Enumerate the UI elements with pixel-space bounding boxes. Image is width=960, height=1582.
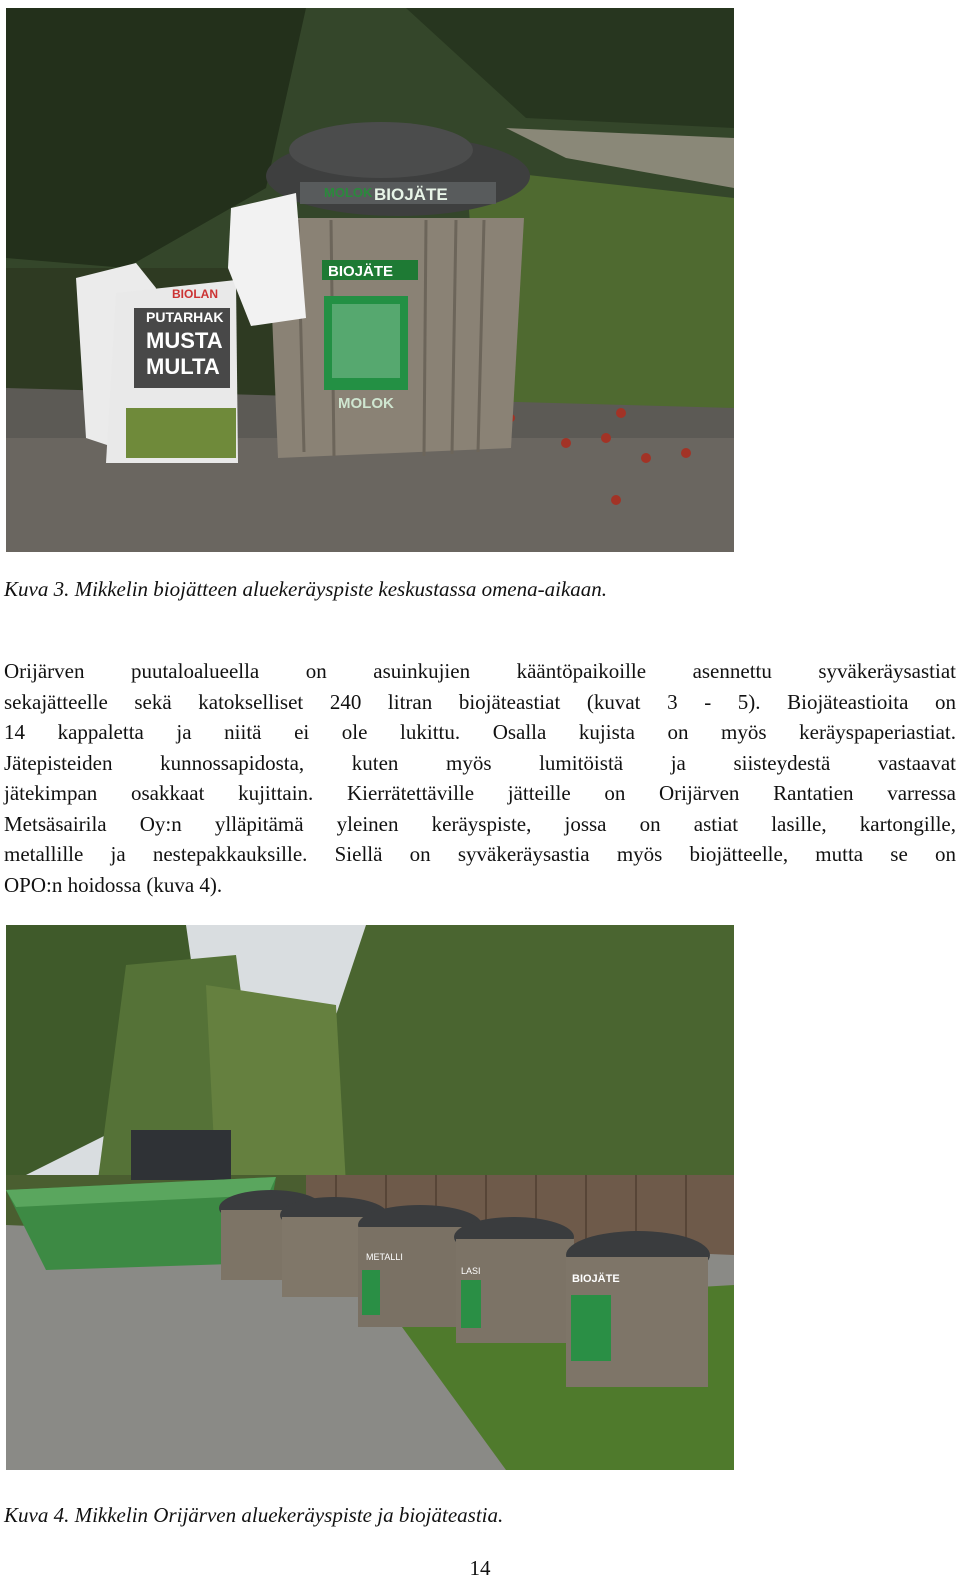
lid-label-text: BIOJÄTE: [374, 185, 448, 204]
paragraph-line: 14 kappaletta ja niitä ei ole lukittu. Osalla kujista on myös keräyspaperiastiat.: [4, 720, 956, 744]
bin-tag-2: LASI: [461, 1266, 481, 1276]
paragraph-line: Jätepisteiden kunnossapidosta, kuten myös lumitöistä ja siisteydestä vastaavat: [4, 750, 956, 775]
bin-tag-1: METALLI: [366, 1252, 403, 1262]
bag-text-2: PUTARHAK: [146, 309, 224, 325]
photo-biowaste-collection-point: [6, 8, 734, 552]
page-number: 14: [469, 1556, 491, 1580]
paragraph-line: Metsäsairila Oy:n ylläpitämä yleinen keräyspiste, jossa on astiat lasille, kartongille,: [4, 811, 956, 836]
lid-brand-text: MOLOK: [324, 185, 373, 200]
figure-3-caption: Kuva 3. Mikkelin biojätteen aluekeräyspiste keskustassa omena-aikaan.: [4, 577, 608, 601]
panel-brand-text: MOLOK: [338, 395, 394, 412]
bag-text-1: BIOLAN: [172, 287, 218, 301]
paragraph-line: metallille ja nestepakkauksille. Siellä on syväkeräysastia myös biojätteelle, mutta se on: [4, 842, 956, 866]
photo-orijarvi-collection-point: [6, 925, 734, 1470]
paragraph-line: sekajätteelle sekä katokselliset 240 litran biojäteastiat (kuvat 3 - 5). Biojäteastioita on: [4, 689, 956, 714]
panel-label-text: BIOJÄTE: [328, 263, 394, 280]
body-paragraph: [4, 656, 956, 900]
bag-text-3: MUSTA: [146, 328, 223, 353]
bag-text-4: MULTA: [146, 354, 220, 379]
paragraph-line: Orijärven puutaloalueella on asuinkujien kääntöpaikoille asennettu syväkeräysastiat: [4, 659, 956, 683]
paragraph-line: jätekimpan osakkaat kujittain. Kierrätettäville jätteille on Orijärven Rantatien varressa: [4, 781, 956, 805]
figure-4-caption: Kuva 4. Mikkelin Orijärven aluekeräyspiste ja biojäteastia.: [4, 1503, 504, 1527]
paragraph-line: OPO:n hoidossa (kuva 4).: [4, 872, 223, 897]
bin-tag-3: BIOJÄTE: [572, 1273, 620, 1285]
